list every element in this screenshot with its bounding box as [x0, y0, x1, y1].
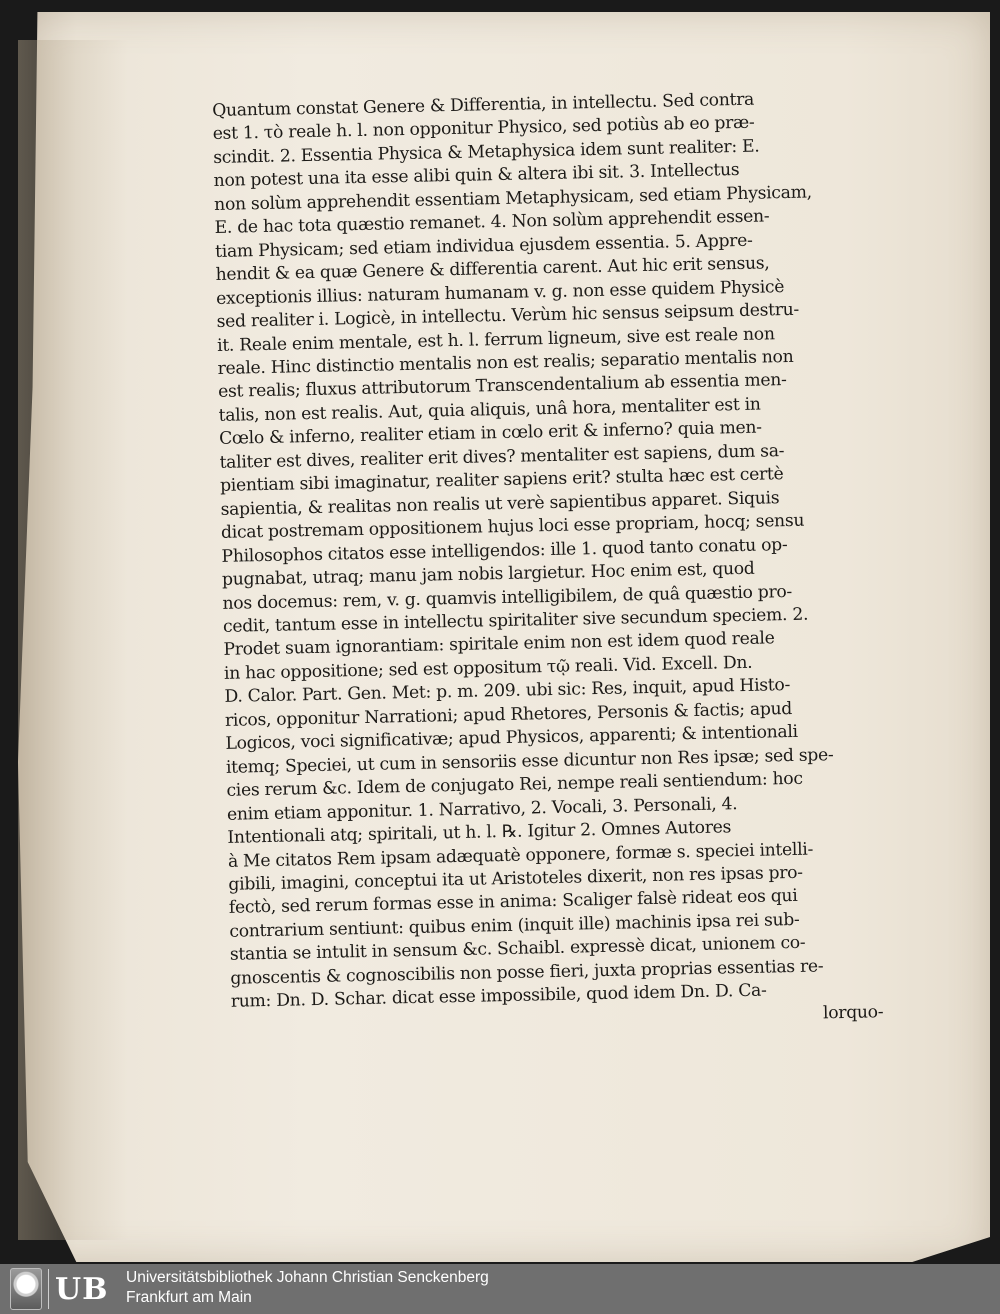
- text-line: Quantum constat Genere & Differentia, in intellectu. Sed contra: [212, 89, 755, 121]
- text-line: Cœlo & inferno, realiter etiam in cœlo erit & inferno? quia men-: [218, 417, 762, 450]
- text-line: cies rerum &c. Idem de conjugato Rei, nempe reali sentiendum: hoc: [226, 768, 803, 801]
- text-line: pugnabat, utraq; manu jam nobis largietur. Hoc enim est, quod: [221, 558, 755, 590]
- text-line: itemq; Speciei, ut cum in sensoriis esse dicuntur non Res ipsæ; sed spe-: [225, 744, 834, 778]
- text-line: reale. Hinc distinctio mentalis non est realis; separatio mentalis non: [217, 346, 794, 379]
- text-line: gibili, imagini, conceptui ita ut Aristoteles dixerit, non res ipsas pro-: [228, 862, 803, 895]
- catchword: lorquo-: [822, 1001, 884, 1024]
- text-line: in hac oppositione; sed est oppositum τῷ reali. Vid. Excell. Dn.: [223, 652, 753, 684]
- latin-text-body: [212, 86, 884, 1038]
- text-line: Philosophos citatos esse intelligendos: ille 1. quod tanto conatu op-: [221, 534, 788, 567]
- text-line: nos docemus: rem, v. g. quamvis intelligibilem, de quâ quæstio pro-: [222, 581, 793, 614]
- text-line: Intentionali atq; spiritali, ut h. l. ℞. Igitur 2. Omnes Autores: [227, 817, 732, 848]
- text-line: cedit, tantum esse in intellectu spiritaliter sive secundum speciem. 2.: [222, 604, 809, 637]
- text-line: à Me citatos Rem ipsam adæquatè opponere, formæ s. speciei intelli-: [227, 839, 814, 872]
- text-line: stantia se intulit in sensum &c. Schaibl. expressè dicat, unionem co-: [229, 933, 806, 966]
- text-line: est realis; fluxus attributorum Transcendentalium ab essentia men-: [217, 370, 787, 403]
- text-line: hendit & ea quæ Genere & differentia carent. Aut hic erit sensus,: [215, 253, 770, 286]
- institution-line-1: Universitätsbibliothek Johann Christian Senckenberg: [126, 1269, 489, 1286]
- text-line: taliter est dives, realiter erit dives? mentaliter est sapiens, dum sa-: [219, 440, 785, 473]
- text-line: exceptionis illius: naturam humanam v. g. non esse quidem Physicè: [215, 276, 785, 309]
- ub-logo[interactable]: [6, 1268, 118, 1310]
- text-line: Logicos, voci significativæ; apud Physicos, apparenti; & intentionali: [225, 722, 798, 755]
- portrait-icon: [10, 1268, 42, 1310]
- text-line: E. de hac tota quæstio remanet. 4. Non solùm apprehendit essen-: [214, 206, 770, 239]
- text-line: non solùm apprehendit essentiam Metaphysicam, sed etiam Physicam,: [213, 182, 812, 215]
- text-line: pientiam sibi imaginatur, realiter sapiens erit? stulta hæc est certè: [219, 464, 784, 497]
- text-line: contrarium sentiunt: quibus enim (inquit ille) machinis ipsa rei sub-: [229, 909, 800, 942]
- text-line: D. Calor. Part. Gen. Met: p. m. 209. ubi sic: Res, inquit, apud Histo-: [224, 675, 791, 708]
- text-line: sed realiter i. Logicè, in intellectu. Verùm hic sensus seipsum destru-: [216, 299, 800, 333]
- text-line: enim etiam apponitur. 1. Narrativo, 2. Vocali, 3. Personali, 4.: [226, 793, 738, 825]
- text-line: ricos, opponitur Narrationi; apud Rhetores, Personis & factis; apud: [224, 698, 793, 731]
- text-line: est 1. τὸ reale h. l. non opponitur Physico, sed potiùs ab eo præ-: [212, 113, 755, 145]
- text-line: scindit. 2. Essentia Physica & Metaphysica idem sunt realiter: E.: [213, 136, 760, 168]
- text-line: dicat postremam oppositionem hujus loci esse propriam, hocq; sensu: [220, 510, 805, 544]
- text-line: fectò, sed rerum formas esse in anima: Scaliger falsè rideat eos qui: [228, 886, 798, 919]
- text-line: rum: Dn. D. Schar. dicat esse impossibile, quod idem Dn. D. Ca-: [230, 980, 767, 1013]
- institution-line-2: Frankfurt am Main: [126, 1289, 252, 1306]
- institution-name: [126, 1268, 489, 1308]
- text-line: tiam Physicam; sed etiam individua ejusdem essentia. 5. Appre-: [214, 230, 753, 262]
- text-line: sapientia, & realitas non realis ut verè sapientibus apparet. Siquis: [220, 487, 780, 520]
- logo-divider: [48, 1269, 49, 1309]
- text-line: talis, non est realis. Aut, quia aliquis, unâ hora, mentaliter est in: [218, 394, 761, 426]
- text-line: Prodet suam ignorantiam: spiritale enim non est idem quod reale: [223, 628, 775, 661]
- text-line: gnoscentis & cognoscibilis non posse fieri, juxta proprias essentias re-: [230, 956, 824, 989]
- ub-logo-text: UB: [55, 1271, 109, 1307]
- text-line: non potest una ita esse alibi quin & altera ibi sit. 3. Intellectus: [213, 160, 740, 192]
- text-line: it. Reale enim mentale, est h. l. ferrum ligneum, sive est reale non: [216, 323, 775, 356]
